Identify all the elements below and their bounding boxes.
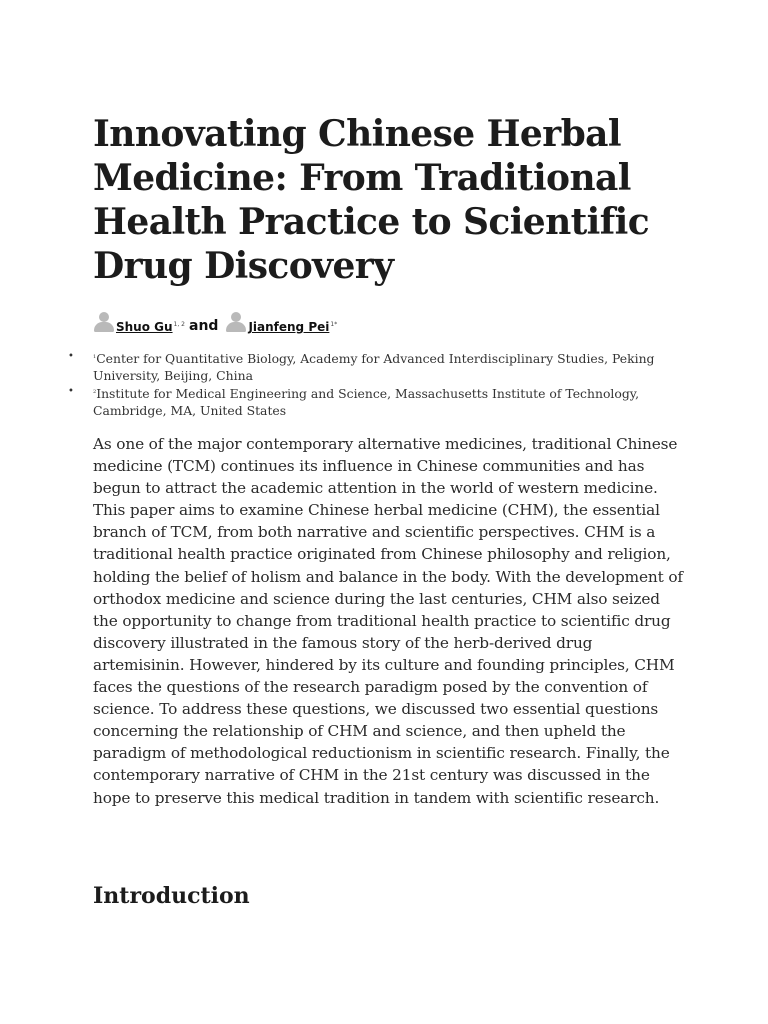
author-conjunction: and bbox=[189, 318, 219, 334]
affiliation-number: 1 bbox=[93, 354, 97, 360]
author-link-jianfeng-pei[interactable]: Jianfeng Pei bbox=[248, 320, 330, 334]
affiliation-text: Center for Quantitative Biology, Academy for Advanced Interdisciplinary Studies, Peking University, Beijing, China bbox=[93, 351, 655, 383]
affiliation-text: Institute for Medical Engineering and Science, Massachusetts Institute of Technology, Cambridge, MA, United States bbox=[93, 386, 640, 418]
abstract-paragraph: As one of the major contemporary alternative medicines, traditional Chinese medicine (TCM) continues its influence in Chinese communities and has begun to attract the academic attention in the world of western medicine. This paper aims to examine Chinese herbal medicine (CHM), the essential branch of TCM, from both narrative and scientific perspectives. CHM is a traditional health practice originated from Chinese philosophy and religion, holding the belief of holism and balance in the body. With the development of orthodox medicine and science during the last centuries, CHM also seized the opportunity to change from traditional health practice to scientific drug discovery illustrated in the famous story of the herb-derived drug artemisinin. However, hindered by its culture and founding principles, CHM faces the questions of the research paradigm posed by the convention of science. To address these questions, we discussed two essential questions concerning the relationship of CHM and science, and then upheld the paradigm of methodological reductionism in scientific research. Finally, the contemporary narrative of CHM in the 21st century was discussed in the hope to preserve this medical tradition in tandem with scientific research. bbox=[93, 435, 683, 807]
article-title: Innovating Chinese Herbal Medicine: From Traditional Health Practice to Scientific Drug Discovery bbox=[93, 113, 650, 287]
bullet-icon: • bbox=[68, 386, 74, 398]
affiliation-number: 2 bbox=[93, 389, 97, 396]
author-affiliation-marker: 1* bbox=[330, 320, 338, 328]
user-avatar-icon bbox=[93, 311, 115, 333]
author-affiliation-marker: 1, 2 bbox=[173, 320, 185, 328]
affiliation-list bbox=[68, 349, 683, 419]
affiliation-item bbox=[68, 349, 683, 384]
author-link-shuo-gu[interactable]: Shuo Gu bbox=[116, 320, 173, 334]
bullet-icon: • bbox=[68, 351, 74, 362]
user-avatar-icon bbox=[225, 311, 247, 333]
author-list bbox=[93, 307, 337, 337]
section-heading-introduction: Introduction bbox=[93, 883, 250, 909]
affiliation-item bbox=[68, 384, 683, 419]
